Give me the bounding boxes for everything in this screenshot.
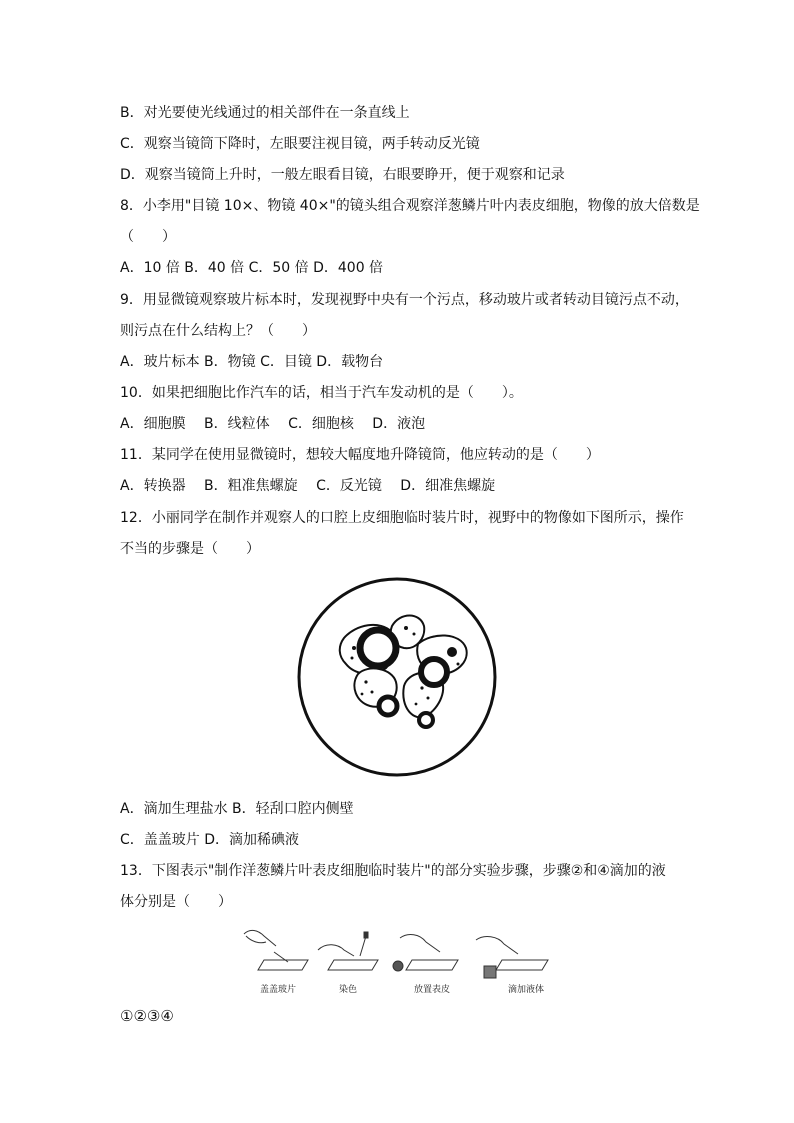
step-staining <box>318 932 378 970</box>
line-q7-b: B．对光要使光线通过的相关部件在一条直线上 <box>120 105 410 121</box>
question-9-options: A．玻片标本 B．物镜 C．目镜 D．载物台 <box>120 354 384 370</box>
line-q7-d: D．观察当镜筒上升时，一般左眼看目镜，右眼要睁开，便于观察和记录 <box>120 167 565 183</box>
caption-step-2: 染色 <box>338 985 358 995</box>
question-9-cont: 则污点在什么结构上？（ ） <box>120 323 316 339</box>
step-place-epidermis <box>393 935 458 971</box>
question-13-cont: 体分别是（ ） <box>120 894 232 910</box>
caption-step-1: 盖盖玻片 <box>259 985 297 995</box>
question-8-options: A．10 倍 B．40 倍 C．50 倍 D．400 倍 <box>120 260 384 276</box>
step-cover-slip <box>244 930 308 970</box>
question-12-cont: 不当的步骤是（ ） <box>120 541 260 557</box>
line-q7-c: C．观察当镜筒下降时，左眼要注视目镜，两手转动反光镜 <box>120 136 480 152</box>
question-11: 11．某同学在使用显微镜时，想较大幅度地升降镜筒，他应转动的是（ ） <box>120 447 600 463</box>
question-13: 13．下图表示"制作洋葱鳞片叶表皮细胞临时装片"的部分实验步骤，步骤②和④滴加的液 <box>120 863 666 879</box>
slide-steps-figure <box>236 922 556 1000</box>
caption-step-3: 放置表皮 <box>413 985 451 995</box>
question-11-options: A．转换器 B．粗准焦螺旋 C．反光镜 D．细准焦螺旋 <box>120 478 496 494</box>
question-8-blank: （ ） <box>120 229 176 245</box>
question-10: 10．如果把细胞比作汽车的话，相当于汽车发动机的是（ ）。 <box>120 385 523 401</box>
question-8: 8．小李用"目镜 10×、物镜 40×"的镜头组合观察洋葱鳞片叶内表皮细胞，物像的放大倍数是 <box>120 198 700 214</box>
question-12-options-a: A．滴加生理盐水 B．轻刮口腔内侧壁 <box>120 801 354 817</box>
caption-step-4: 滴加液体 <box>507 985 545 995</box>
field-of-view-circle <box>299 579 495 775</box>
question-13-options: ①②③④ <box>120 1007 174 1025</box>
question-10-options: A．细胞膜 B．线粒体 C．细胞核 D．液泡 <box>120 416 426 432</box>
question-12: 12．小丽同学在制作并观察人的口腔上皮细胞临时装片时，视野中的物像如下图所示，操作 <box>120 510 684 526</box>
microscope-field-figure <box>296 576 498 778</box>
step-add-liquid <box>476 937 548 978</box>
question-12-options-c: C．盖盖玻片 D．滴加稀碘液 <box>120 832 300 848</box>
question-9: 9．用显微镜观察玻片标本时，发现视野中央有一个污点，移动玻片或者转动目镜污点不动， <box>120 292 689 308</box>
